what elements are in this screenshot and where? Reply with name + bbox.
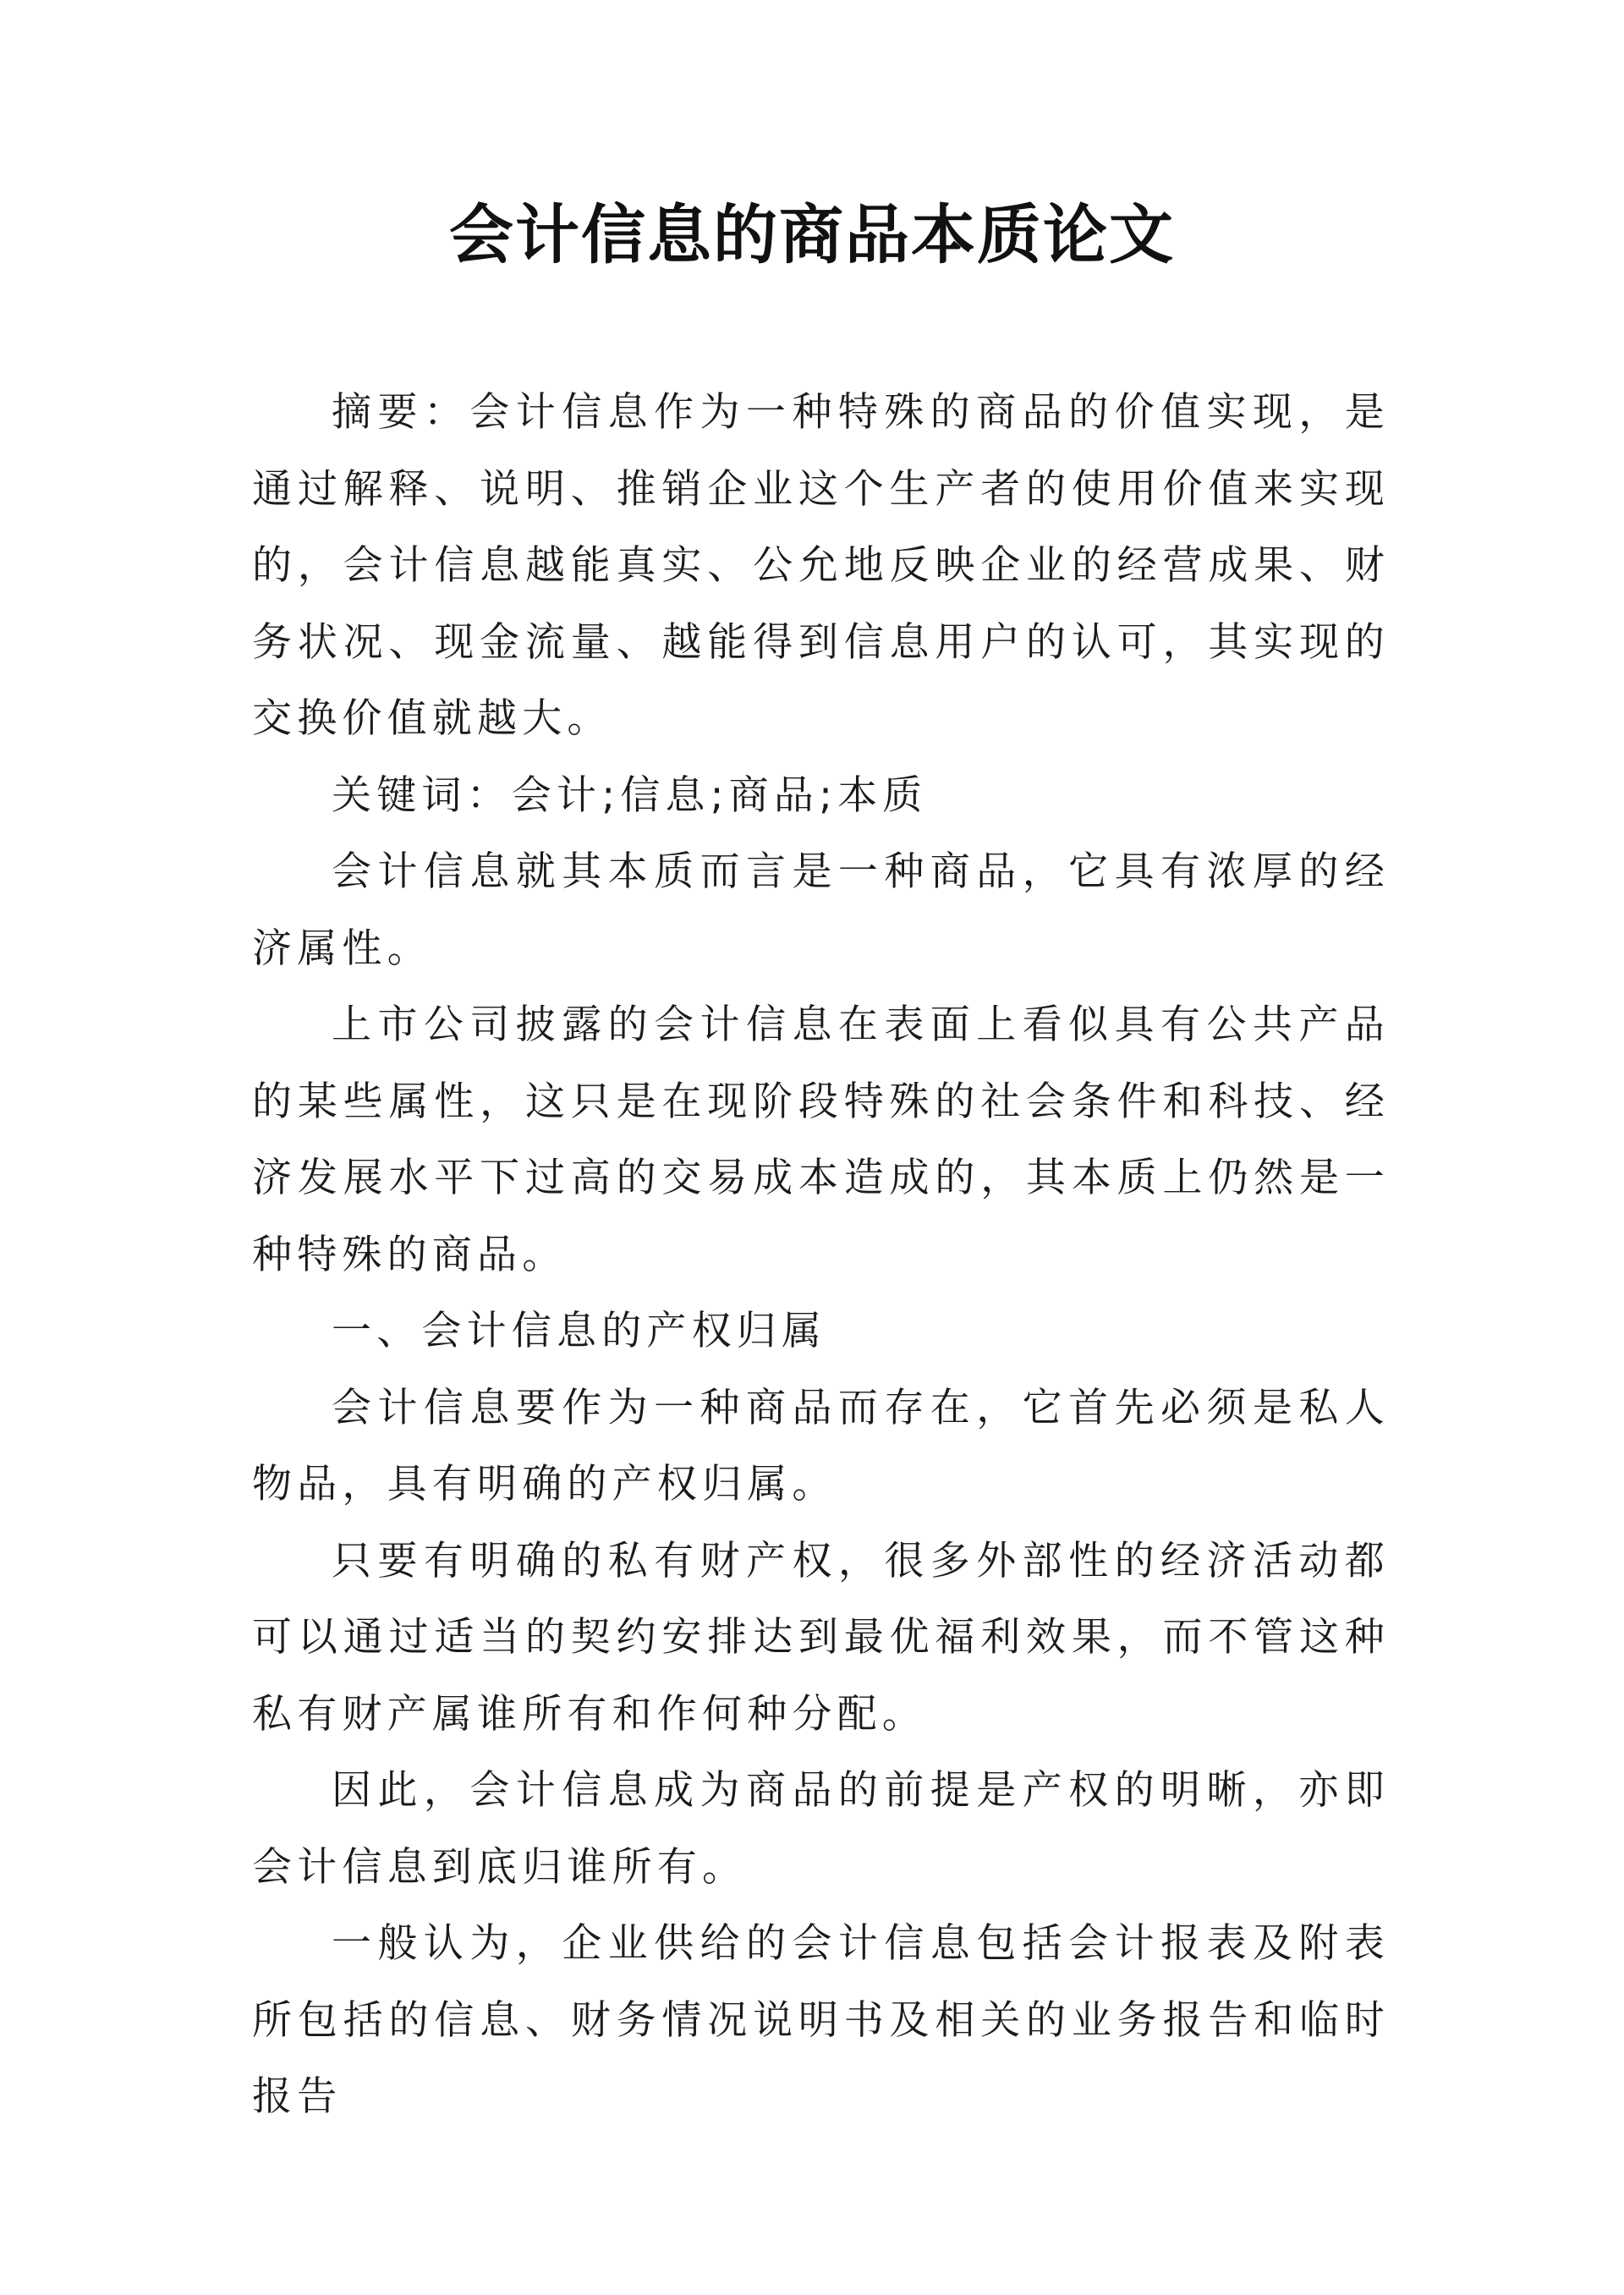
section-heading: 一、会计信息的产权归属 bbox=[332, 1308, 827, 1354]
body-paragraph: 因此，会计信息成为商品的前提是产权的明晰，亦即会计信息到底归谁所有。 bbox=[252, 1767, 1390, 1891]
document-title: 会计信息的商品本质论文 bbox=[449, 197, 1175, 272]
body-paragraph: 上市公司披露的会计信息在表面上看似具有公共产品的某些属性，这只是在现阶段特殊的社会条件和科技、经济发展水平下过高的交易成本造成的，其本质上仍然是一种特殊的商品。 bbox=[252, 1002, 1390, 1278]
abstract-paragraph: 摘要：会计信息作为一种特殊的商品的价值实现，是通过解释、说明、推销企业这个生产者的使用价值来实现的，会计信息越能真实、公允地反映企业的经营成果、财务状况、现金流量、越能得到信息用户的认可，其实现的交换价值就越大。 bbox=[252, 389, 1390, 742]
body-paragraph: 只要有明确的私有财产权，很多外部性的经济活动都可以通过适当的契约安排达到最优福利效果，而不管这种私有财产属谁所有和作何种分配。 bbox=[252, 1537, 1390, 1738]
body-paragraph: 会计信息要作为一种商品而存在，它首先必须是私人物品，具有明确的产权归属。 bbox=[252, 1384, 1390, 1507]
keywords-paragraph: 关键词：会计;信息;商品;本质 bbox=[332, 771, 928, 819]
body-paragraph: 会计信息就其本质而言是一种商品，它具有浓厚的经济属性。 bbox=[252, 848, 1390, 972]
document-body bbox=[252, 375, 1390, 2136]
body-paragraph: 一般认为，企业供给的会计信息包括会计报表及附表所包括的信息、财务情况说明书及相关的业务报告和临时报告 bbox=[252, 1920, 1390, 2120]
